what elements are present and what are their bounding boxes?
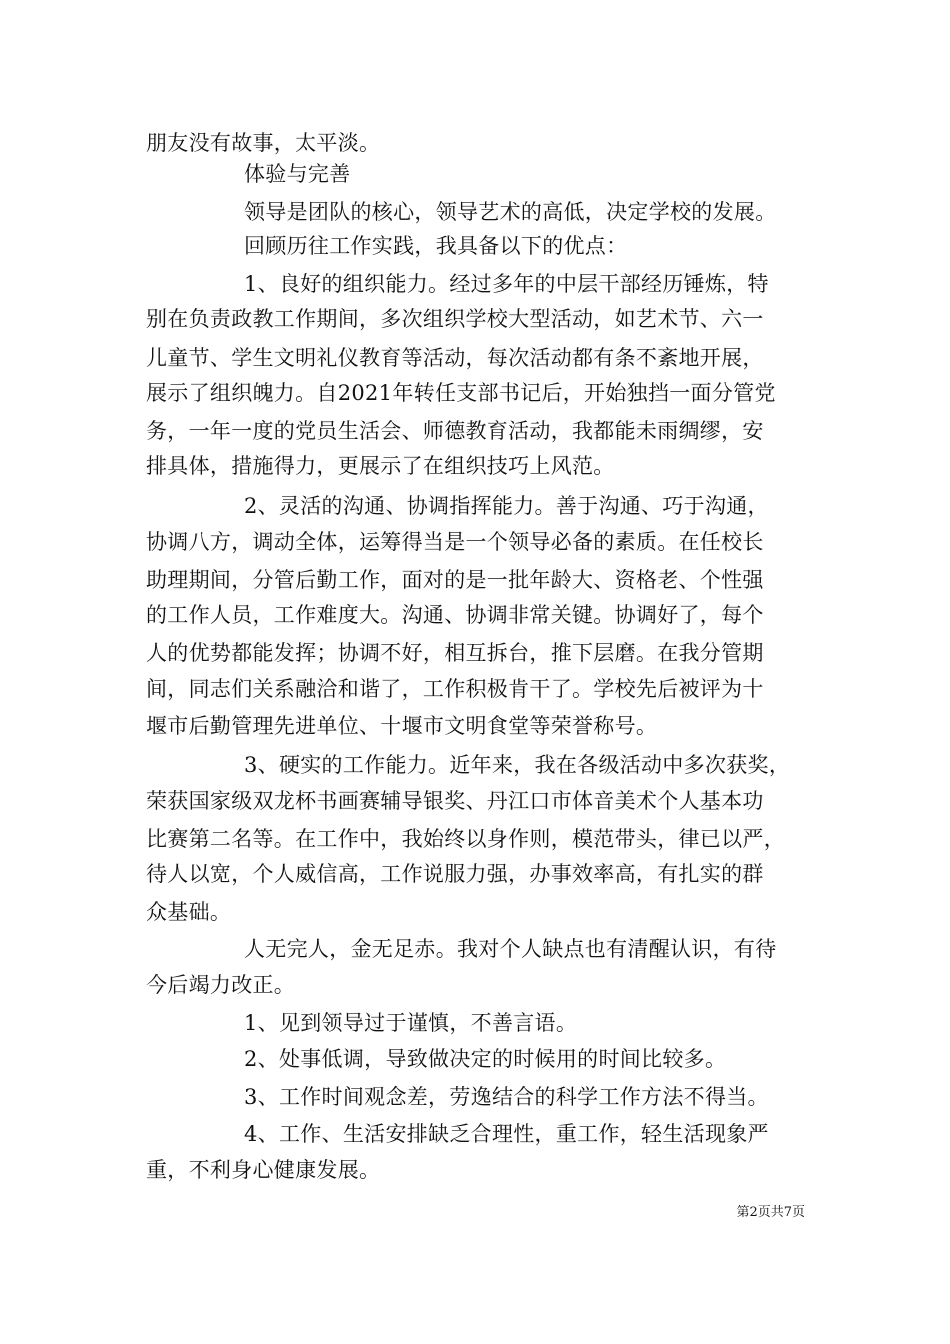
text-line: 的工作人员，工作难度大。沟通、协调非常关键。协调好了，每个 [146, 603, 764, 627]
text-line: 待人以宽，个人威信高，工作说服力强，办事效率高，有扎实的群 [146, 862, 764, 886]
text-line: 务，一年一度的党员生活会、师德教育活动，我都能未雨绸缪，安 [146, 419, 764, 443]
text-line: 协调八方，调动全体，运筹得当是一个领导必备的素质。在任校长 [146, 530, 764, 554]
text-line: 重，不利身心健康发展。 [146, 1158, 381, 1182]
text-line: 助理期间，分管后勤工作，面对的是一批年龄大、资格老、个性强 [146, 568, 764, 592]
text-line: 回顾历往工作实践，我具备以下的优点： [244, 234, 628, 258]
text-line: 堰市后勤管理先进单位、十堰市文明食堂等荣誉称号。 [146, 714, 658, 738]
text-line: 1、良好的组织能力。经过多年的中层干部经历锤炼，特 [244, 272, 769, 296]
text-line: 间，同志们关系融洽和谐了，工作积极肯干了。学校先后被评为十 [146, 677, 764, 701]
text-line: 4、工作、生活安排缺乏合理性，重工作，轻生活现象严 [244, 1122, 769, 1146]
text-line: 朋友没有故事，太平淡。 [146, 131, 381, 155]
text-line: 比赛第二名等。在工作中，我始终以身作则，模范带头，律已以严， [146, 827, 785, 851]
text-line: 2、处事低调，导致做决定的时候用的时间比较多。 [244, 1047, 727, 1071]
text-line: 人的优势都能发挥；协调不好，相互拆台，推下层磨。在我分管期 [146, 641, 764, 665]
section-heading: 体验与完善 [244, 162, 351, 186]
text-line: 别在负责政教工作期间，多次组织学校大型活动，如艺术节、六一 [146, 307, 764, 331]
text-line: 领导是团队的核心，领导艺术的高低，决定学校的发展。 [244, 200, 777, 224]
text-line: 2、灵活的沟通、协调指挥能力。善于沟通、巧于沟通， [244, 494, 769, 518]
text-line: 展示了组织魄力。自2021年转任支部书记后，开始独挡一面分管党 [146, 381, 776, 405]
text-line: 3、硬实的工作能力。近年来，我在各级活动中多次获奖， [244, 753, 791, 777]
text-line: 今后竭力改正。 [146, 973, 296, 997]
text-line: 人无完人，金无足赤。我对个人缺点也有清醒认识，有待 [244, 937, 777, 961]
text-line: 儿童节、学生文明礼仪教育等活动，每次活动都有条不紊地开展， [146, 346, 764, 370]
text-line: 众基础。 [146, 900, 232, 924]
text-line: 1、见到领导过于谨慎，不善言语。 [244, 1011, 578, 1035]
text-line: 排具体，措施得力，更展示了在组织技巧上风范。 [146, 454, 615, 478]
text-line: 3、工作时间观念差，劳逸结合的科学工作方法不得当。 [244, 1085, 769, 1109]
page-number-footer: 第2页共7页 [736, 1205, 805, 1220]
text-line: 荣获国家级双龙杯书画赛辅导银奖、丹江口市体音美术个人基本功 [146, 789, 764, 813]
